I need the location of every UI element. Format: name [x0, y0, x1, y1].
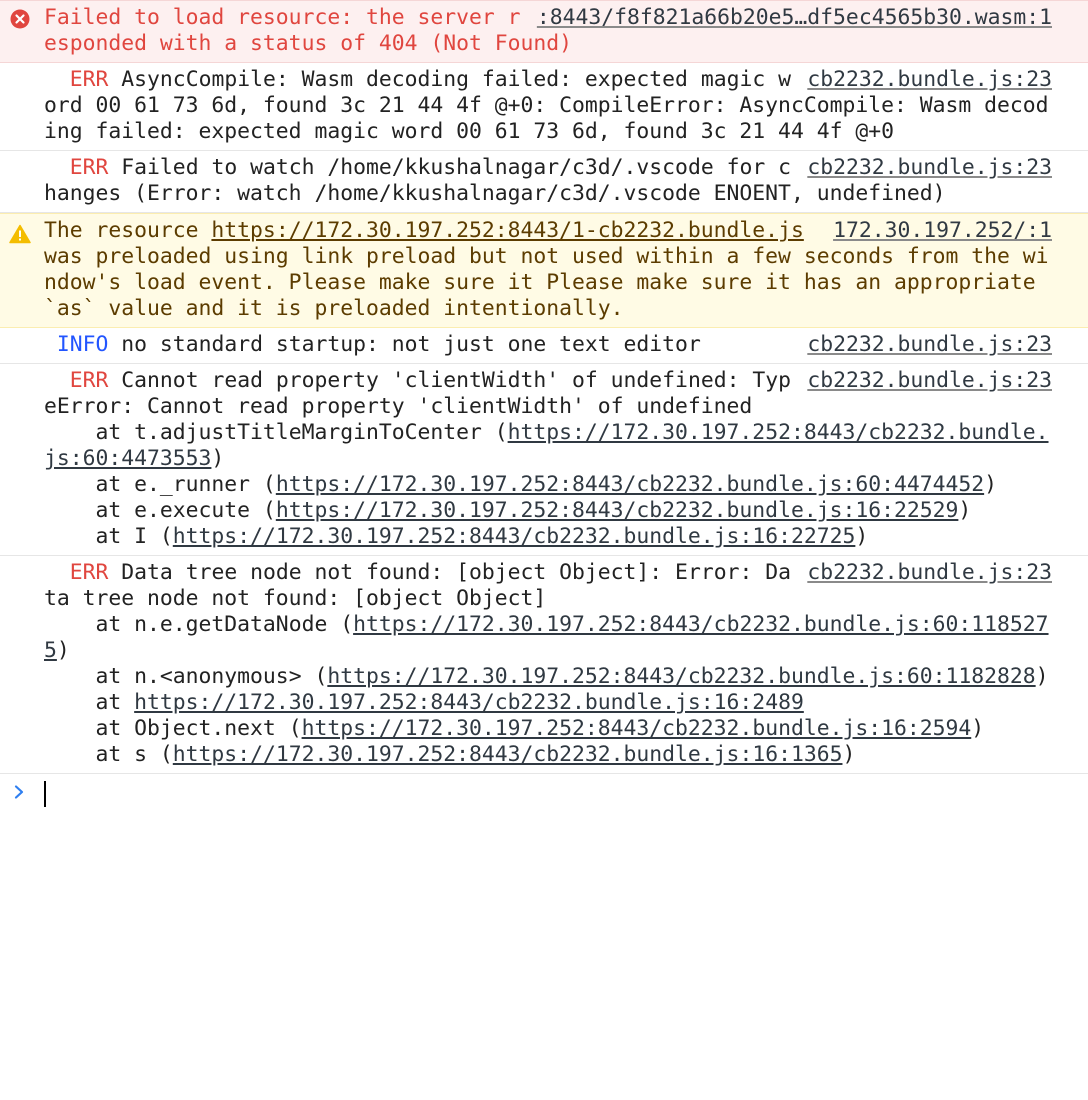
- stack-frame-link[interactable]: https://172.30.197.252:8443/cb2232.bundle.js:16:22529: [275, 498, 959, 523]
- stack-frame-link[interactable]: https://172.30.197.252:8443/cb2232.bundle.js:60:4473553: [44, 420, 1049, 471]
- log-level-label: ERR: [69, 560, 109, 585]
- message-source-link[interactable]: cb2232.bundle.js:23: [807, 155, 1052, 180]
- stack-frame: at Object.next (https://172.30.197.252:8443/cb2232.bundle.js:16:2594): [44, 716, 985, 741]
- stack-frame: at e._runner (https://172.30.197.252:8443/cb2232.bundle.js:60:4474452): [44, 472, 998, 497]
- stack-frame: at e.execute (https://172.30.197.252:8443/cb2232.bundle.js:16:22529): [44, 498, 972, 523]
- message-source-link[interactable]: 172.30.197.252/:1: [833, 218, 1052, 243]
- message-text-after: was preloaded using link preload but not used within a few seconds from the window's load event. Please make sure it Please make sure it has an appropriate `as` value and it is preloaded intentionally.: [44, 218, 1049, 321]
- stack-frame: at https://172.30.197.252:8443/cb2232.bundle.js:16:2489: [44, 690, 804, 715]
- resource-link[interactable]: https://172.30.197.252:8443/1-cb2232.bundle.js: [211, 218, 804, 243]
- console-message-error: [0, 151, 1088, 213]
- log-level-label: INFO: [56, 332, 109, 357]
- console-prompt[interactable]: [0, 774, 1088, 814]
- message-source-link[interactable]: cb2232.bundle.js:23: [807, 560, 1052, 585]
- console-message-info: [0, 328, 1088, 364]
- log-level-label: ERR: [69, 368, 109, 393]
- message-source-link[interactable]: :8443/f8f821a66b20e5…df5ec4565b30.wasm:1: [536, 5, 1052, 30]
- console-message-error: [0, 63, 1088, 151]
- stack-frame: at I (https://172.30.197.252:8443/cb2232.bundle.js:16:22725): [44, 524, 869, 549]
- warning-triangle-icon: [9, 224, 31, 244]
- error-circle-icon: [10, 9, 30, 29]
- message-text: Failed to watch /home/kkushalnagar/c3d/.vscode for changes (Error: watch /home/kkushalnagar/c3d/.vscode ENOENT, undefined): [44, 155, 946, 206]
- message-text: no standard startup: not just one text editor: [121, 332, 701, 357]
- chevron-right-icon: [12, 784, 28, 800]
- stack-frame: at t.adjustTitleMarginToCenter (https://172.30.197.252:8443/cb2232.bundle.js:60:4473553): [44, 420, 1049, 471]
- console-message-resource-error: [0, 0, 1088, 63]
- log-level-label: ERR: [69, 67, 109, 92]
- message-text: Cannot read property 'clientWidth' of undefined: TypeError: Cannot read property 'clientWidth' of undefined: [44, 368, 791, 419]
- message-text: AsyncCompile: Wasm decoding failed: expected magic word 00 61 73 6d, found 3c 21 44 4f @+0: CompileError: AsyncCompile: Wasm decoding failed: expected magic word 00 61 73 6d, found 3c 21 44 4f @+0: [44, 67, 1049, 144]
- console-message-warning: [0, 213, 1088, 328]
- message-source-link[interactable]: cb2232.bundle.js:23: [807, 368, 1052, 393]
- stack-frame-link[interactable]: https://172.30.197.252:8443/cb2232.bundle.js:16:2489: [134, 690, 804, 715]
- console-message-error: [0, 364, 1088, 556]
- message-text-before: The resource: [44, 218, 212, 243]
- stack-frame-link[interactable]: https://172.30.197.252:8443/cb2232.bundle.js:60:1182828: [327, 664, 1036, 689]
- log-level-label: ERR: [69, 155, 109, 180]
- message-source-link[interactable]: cb2232.bundle.js:23: [807, 67, 1052, 92]
- stack-frame-link[interactable]: https://172.30.197.252:8443/cb2232.bundle.js:60:1185275: [44, 612, 1049, 663]
- console-input-caret[interactable]: [44, 781, 46, 807]
- message-source-link[interactable]: cb2232.bundle.js:23: [807, 332, 1052, 357]
- stack-frame-link[interactable]: https://172.30.197.252:8443/cb2232.bundle.js:16:2594: [301, 716, 972, 741]
- stack-frame: at n.<anonymous> (https://172.30.197.252:8443/cb2232.bundle.js:60:1182828): [44, 664, 1049, 689]
- message-text: Data tree node not found: [object Object]: Error: Data tree node not found: [object Object]: [44, 560, 791, 611]
- message-text: Failed to load resource: the server responded with a status of 404 (Not Found): [44, 5, 573, 56]
- console-message-error: [0, 556, 1088, 774]
- stack-frame-link[interactable]: https://172.30.197.252:8443/cb2232.bundle.js:60:4474452: [275, 472, 985, 497]
- stack-frame-link[interactable]: https://172.30.197.252:8443/cb2232.bundle.js:16:1365: [172, 742, 843, 767]
- stack-frame: at s (https://172.30.197.252:8443/cb2232.bundle.js:16:1365): [44, 742, 856, 767]
- stack-frame-link[interactable]: https://172.30.197.252:8443/cb2232.bundle.js:16:22725: [172, 524, 856, 549]
- stack-frame: at n.e.getDataNode (https://172.30.197.252:8443/cb2232.bundle.js:60:1185275): [44, 612, 1049, 663]
